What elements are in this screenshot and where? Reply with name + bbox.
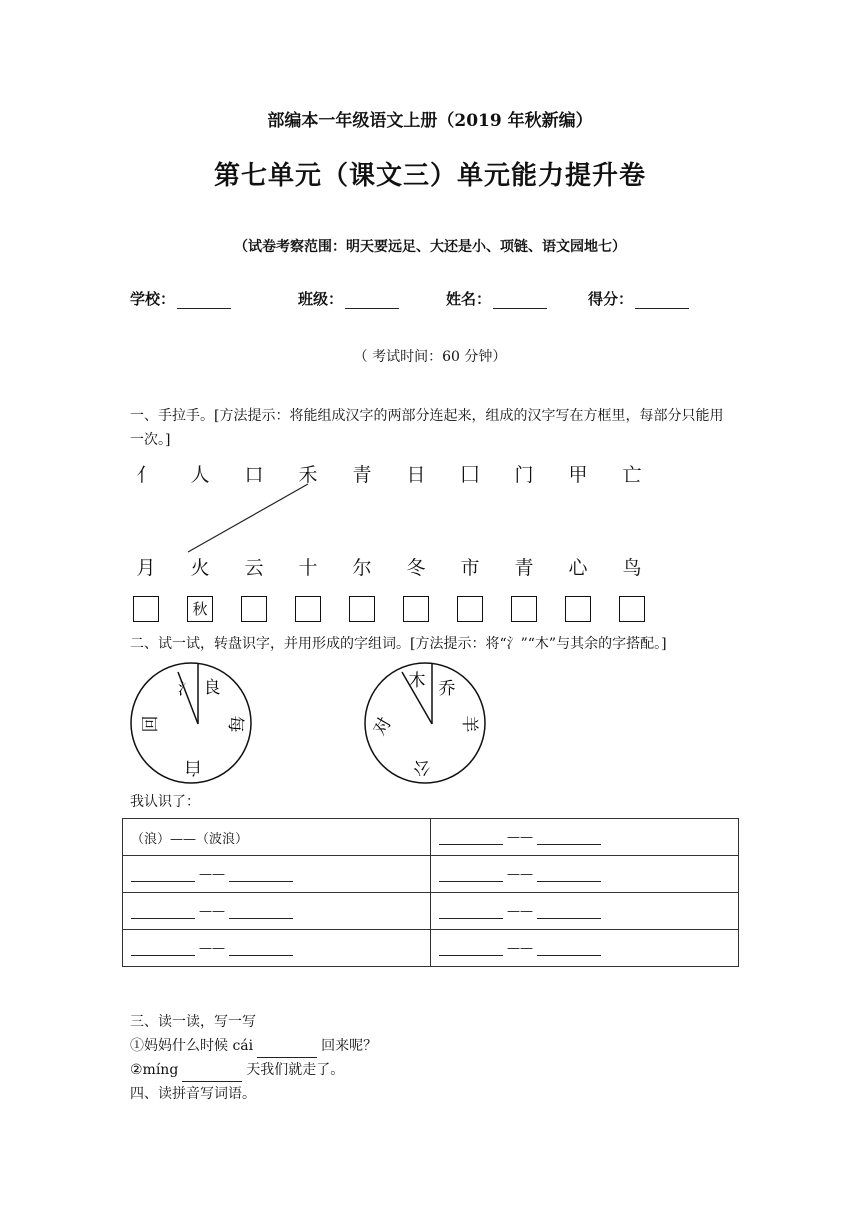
name-label: 姓名： [446, 290, 492, 308]
dash: —— [507, 940, 533, 956]
connector-line [188, 484, 308, 552]
answer-blank[interactable] [229, 942, 293, 956]
dash: —— [507, 866, 533, 882]
wheel-2 [362, 660, 488, 786]
wheel-2-char: 公 [413, 757, 431, 777]
table-cell [123, 819, 431, 856]
answer-blank[interactable] [439, 868, 503, 882]
answer-blank[interactable] [131, 905, 195, 919]
word-table [122, 818, 739, 967]
table-cell[interactable] [431, 893, 739, 930]
answer-blank[interactable] [537, 831, 601, 845]
table-cell[interactable] [123, 930, 431, 967]
answer-blank[interactable] [439, 831, 503, 845]
q1-top-part[interactable]: 青 [352, 464, 372, 486]
q1-top-part[interactable]: 口 [244, 464, 264, 486]
answer-blank[interactable] [439, 905, 503, 919]
q1-top-part[interactable]: 禾 [298, 464, 318, 486]
example-answer: （浪）——（波浪） [131, 831, 249, 847]
wheel-1-pointer-char: 氵 [177, 679, 195, 698]
wheel-1 [128, 660, 254, 786]
answer-blank[interactable] [537, 868, 601, 882]
class-label: 班级： [298, 290, 344, 308]
q1-top-part[interactable]: 亡 [622, 464, 642, 486]
exam-scope: （试卷考察范围：明天要远足、大还是小、项链、语文园地七） [234, 239, 626, 255]
answer-blank[interactable] [229, 905, 293, 919]
wheel-2-char: 羊 [459, 715, 479, 733]
answer-blank[interactable] [131, 868, 195, 882]
dash: —— [507, 903, 533, 919]
exam-subtitle: 部编本一年级语文上册（2019 年秋新编） [267, 111, 593, 131]
table-cell[interactable] [431, 819, 739, 856]
q1-bottom-part[interactable]: 火 [190, 557, 210, 579]
q1-top-part[interactable]: 甲 [568, 464, 588, 486]
q1-bottom-part[interactable]: 月 [136, 557, 156, 579]
school-label: 学校： [130, 290, 176, 308]
table-row [123, 856, 739, 893]
table-cell[interactable] [431, 856, 739, 893]
q1-top-part[interactable]: 囗 [460, 464, 480, 486]
score-label: 得分： [588, 290, 634, 308]
table-cell[interactable] [123, 856, 431, 893]
exam-time-note: （ 考试时间：60 分钟） [353, 349, 507, 365]
answer-blank[interactable] [439, 942, 503, 956]
answer-blank[interactable] [537, 905, 601, 919]
wheel-1-char: 白 [184, 757, 202, 777]
q1-instruction: 一、手拉手。[方法提示：将能组成汉字的两部分连起来，组成的汉字写在方框里，每部分只能用一次。] [130, 408, 724, 448]
q3-title: 三、读一读，写一写 [130, 1014, 256, 1030]
answer-blank[interactable] [131, 942, 195, 956]
q1-bottom-part[interactable]: 心 [568, 557, 588, 579]
exam-title: 第七单元（课文三）单元能力提升卷 [213, 161, 646, 191]
q1-bottom-part[interactable]: 尔 [352, 557, 372, 579]
table-row [123, 893, 739, 930]
q3-line-2 [130, 1058, 344, 1082]
answer-blank[interactable] [537, 942, 601, 956]
q1-bottom-part[interactable]: 十 [298, 557, 318, 579]
q1-bottom-part[interactable]: 鸟 [622, 557, 642, 579]
q1-bottom-part[interactable]: 市 [460, 557, 480, 579]
q3-blank-2[interactable] [182, 1068, 242, 1082]
table-cell[interactable] [123, 893, 431, 930]
q1-bottom-part[interactable]: 冬 [406, 557, 426, 579]
q3-line-2-end: 天我们就走了。 [246, 1062, 345, 1078]
wheel-2-char: 乔 [438, 679, 456, 699]
q1-bottom-part[interactable]: 青 [514, 557, 534, 579]
q3-line-1-text: ①妈妈什么时候 cái [130, 1038, 254, 1054]
table-cell[interactable] [431, 930, 739, 967]
dash: —— [199, 940, 225, 956]
dash: —— [199, 866, 225, 882]
q2-instruction: 二、试一试，转盘识字，并用形成的字组词。[方法提示：将“氵”“木”与其余的字搭配。] [130, 636, 667, 652]
q1-answer-box[interactable]: 秋 [187, 596, 213, 622]
wheel-2-char: 对 [369, 714, 396, 739]
q3-line-1-end: 回来呢？ [321, 1038, 378, 1054]
learned-label: 我认识了： [130, 794, 200, 810]
wheel-1-char: 每 [225, 715, 245, 733]
wheel-1-char: 回 [141, 715, 161, 733]
q3-line-2-text: ②míng [130, 1062, 179, 1078]
table-row [123, 819, 739, 856]
table-row [123, 930, 739, 967]
q1-bottom-part[interactable]: 云 [244, 557, 264, 579]
q1-top-part[interactable]: 亻 [136, 464, 156, 486]
q4-title: 四、读拼音写词语。 [130, 1086, 256, 1102]
wheel-2-pointer-char: 木 [408, 671, 426, 691]
q1-top-part[interactable]: 门 [514, 464, 534, 486]
q1-top-part[interactable]: 日 [406, 464, 426, 486]
dash: —— [507, 829, 533, 845]
answer-blank[interactable] [229, 868, 293, 882]
dash: —— [199, 903, 225, 919]
q3-blank-1[interactable] [257, 1044, 317, 1058]
q3-line-1 [130, 1034, 377, 1058]
q1-top-part[interactable]: 人 [190, 464, 210, 486]
wheel-1-char: 良 [203, 678, 221, 698]
